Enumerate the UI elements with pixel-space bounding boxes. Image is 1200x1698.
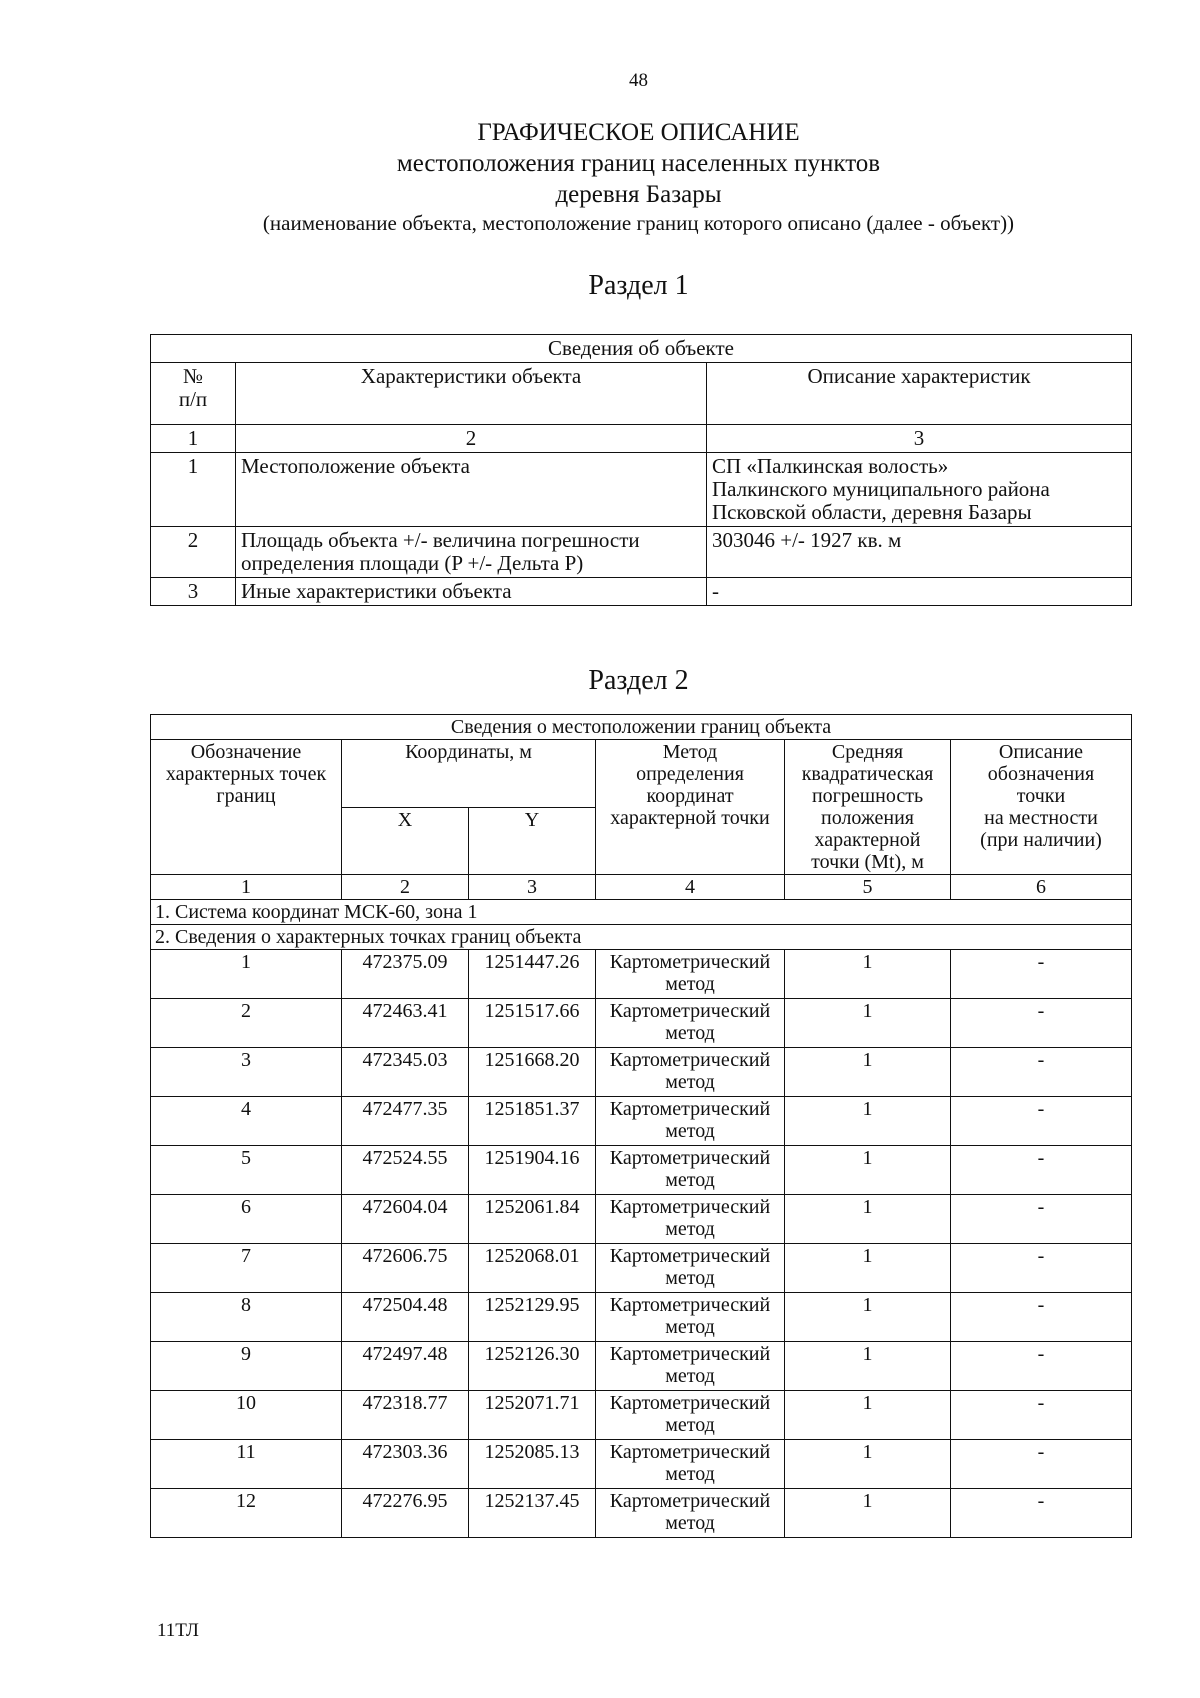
- point-y: 1252126.30: [469, 1342, 596, 1391]
- point-number: 9: [151, 1342, 342, 1391]
- page-number: 48: [629, 70, 648, 91]
- point-x: 472477.35: [342, 1097, 469, 1146]
- point-number: 10: [151, 1391, 342, 1440]
- table-row: [151, 999, 1132, 1048]
- col-number: 1: [151, 425, 236, 453]
- point-y: 1251904.16: [469, 1146, 596, 1195]
- document-title: ГРАФИЧЕСКОЕ ОПИСАНИЕ: [477, 119, 800, 146]
- point-description: -: [951, 1440, 1132, 1489]
- point-error: 1: [785, 1097, 951, 1146]
- point-method: Картометрический метод: [596, 1097, 785, 1146]
- section1-heading: Раздел 1: [588, 270, 689, 301]
- object-info-caption: Сведения об объекте: [151, 335, 1132, 363]
- section2-heading: Раздел 2: [588, 665, 689, 696]
- point-method: Картометрический метод: [596, 1342, 785, 1391]
- footer-code: 11ТЛ: [157, 1620, 199, 1641]
- point-x: 472524.55: [342, 1146, 469, 1195]
- point-y: 1251851.37: [469, 1097, 596, 1146]
- point-error: 1: [785, 1195, 951, 1244]
- point-number: 12: [151, 1489, 342, 1538]
- point-number: 5: [151, 1146, 342, 1195]
- point-description: -: [951, 1391, 1132, 1440]
- table-row: 2 Площадь объекта +/- величина погрешности определения площади (P +/- Дельта P) 303046 +/- 1927 кв. м: [151, 527, 1132, 578]
- point-y: 1252129.95: [469, 1293, 596, 1342]
- point-method: Картометрический метод: [596, 1489, 785, 1538]
- boundary-points-table: [150, 714, 1132, 1538]
- table-row: 1 Местоположение объекта СП «Палкинская волость» Палкинского муниципального района Псковской области, деревня Базары: [151, 453, 1132, 527]
- table-row: [151, 1097, 1132, 1146]
- header-method: Метод определения координат характерной точки: [596, 740, 785, 875]
- point-error: 1: [785, 1244, 951, 1293]
- point-error: 1: [785, 1489, 951, 1538]
- header-y: Y: [469, 807, 596, 875]
- point-x: 472345.03: [342, 1048, 469, 1097]
- object-name: деревня Базары: [555, 181, 722, 208]
- point-error: 1: [785, 1440, 951, 1489]
- point-x: 472318.77: [342, 1391, 469, 1440]
- point-x: 472303.36: [342, 1440, 469, 1489]
- point-number: 1: [151, 950, 342, 999]
- point-number: 4: [151, 1097, 342, 1146]
- col-number: 3: [469, 875, 596, 900]
- point-description: -: [951, 1489, 1132, 1538]
- point-method: Картометрический метод: [596, 1440, 785, 1489]
- col-number: 2: [236, 425, 707, 453]
- table-row: [151, 1293, 1132, 1342]
- point-description: -: [951, 1342, 1132, 1391]
- point-description: -: [951, 1097, 1132, 1146]
- point-number: 11: [151, 1440, 342, 1489]
- header-coords: Координаты, м: [342, 740, 596, 808]
- header-points: Обозначение характерных точек границ: [151, 740, 342, 875]
- col-number: 5: [785, 875, 951, 900]
- col-number: 3: [707, 425, 1132, 453]
- point-x: 472276.95: [342, 1489, 469, 1538]
- header-characteristics: Характеристики объекта: [236, 363, 707, 425]
- table-row: [151, 1195, 1132, 1244]
- point-method: Картометрический метод: [596, 999, 785, 1048]
- point-number: 8: [151, 1293, 342, 1342]
- point-method: Картометрический метод: [596, 950, 785, 999]
- table-row: [151, 1244, 1132, 1293]
- point-x: 472375.09: [342, 950, 469, 999]
- table-row: [151, 1440, 1132, 1489]
- title-block: [0, 117, 1200, 236]
- point-x: 472504.48: [342, 1293, 469, 1342]
- point-number: 3: [151, 1048, 342, 1097]
- header-num: № п/п: [151, 363, 236, 425]
- header-description: Описание характеристик: [707, 363, 1132, 425]
- point-description: -: [951, 1244, 1132, 1293]
- table-row: [151, 1489, 1132, 1538]
- point-number: 2: [151, 999, 342, 1048]
- table-row: [151, 1391, 1132, 1440]
- col-number: 4: [596, 875, 785, 900]
- point-error: 1: [785, 999, 951, 1048]
- point-error: 1: [785, 1293, 951, 1342]
- point-x: 472463.41: [342, 999, 469, 1048]
- point-y: 1252071.71: [469, 1391, 596, 1440]
- table-row: [151, 1146, 1132, 1195]
- table-row: 3 Иные характеристики объекта -: [151, 578, 1132, 606]
- point-error: 1: [785, 1391, 951, 1440]
- point-description: -: [951, 1293, 1132, 1342]
- coordinate-system: 1. Система координат МСК-60, зона 1: [151, 900, 1132, 925]
- point-x: 472604.04: [342, 1195, 469, 1244]
- point-x: 472497.48: [342, 1342, 469, 1391]
- header-desc: Описание обозначения точки на местности (при наличии): [951, 740, 1132, 875]
- point-y: 1251447.26: [469, 950, 596, 999]
- point-y: 1252137.45: [469, 1489, 596, 1538]
- points-body: [151, 950, 1132, 1538]
- col-number: 1: [151, 875, 342, 900]
- point-description: -: [951, 1048, 1132, 1097]
- col-number: 2: [342, 875, 469, 900]
- point-error: 1: [785, 1342, 951, 1391]
- table-row: [151, 1048, 1132, 1097]
- point-y: 1252085.13: [469, 1440, 596, 1489]
- point-y: 1251517.66: [469, 999, 596, 1048]
- point-number: 7: [151, 1244, 342, 1293]
- point-y: 1252061.84: [469, 1195, 596, 1244]
- point-error: 1: [785, 950, 951, 999]
- object-name-caption: (наименование объекта, местоположение границ которого описано (далее - объект)): [262, 211, 1015, 235]
- point-x: 472606.75: [342, 1244, 469, 1293]
- point-method: Картометрический метод: [596, 1195, 785, 1244]
- point-number: 6: [151, 1195, 342, 1244]
- point-description: -: [951, 1146, 1132, 1195]
- table-row: [151, 1342, 1132, 1391]
- col-number: 6: [951, 875, 1132, 900]
- point-method: Картометрический метод: [596, 1048, 785, 1097]
- header-x: X: [342, 807, 469, 875]
- point-method: Картометрический метод: [596, 1293, 785, 1342]
- points-caption: 2. Сведения о характерных точках границ объекта: [151, 925, 1132, 950]
- document-subtitle: местоположения границ населенных пунктов: [396, 150, 881, 177]
- point-error: 1: [785, 1146, 951, 1195]
- point-description: -: [951, 1195, 1132, 1244]
- object-info-table: [150, 334, 1132, 606]
- point-y: 1252068.01: [469, 1244, 596, 1293]
- point-error: 1: [785, 1048, 951, 1097]
- header-error: Средняя квадратическая погрешность положения характерной точки (Mt), м: [785, 740, 951, 875]
- point-method: Картометрический метод: [596, 1244, 785, 1293]
- point-description: -: [951, 950, 1132, 999]
- boundary-caption: Сведения о местоположении границ объекта: [151, 715, 1132, 740]
- point-method: Картометрический метод: [596, 1391, 785, 1440]
- point-description: -: [951, 999, 1132, 1048]
- point-y: 1251668.20: [469, 1048, 596, 1097]
- point-method: Картометрический метод: [596, 1146, 785, 1195]
- table-row: [151, 950, 1132, 999]
